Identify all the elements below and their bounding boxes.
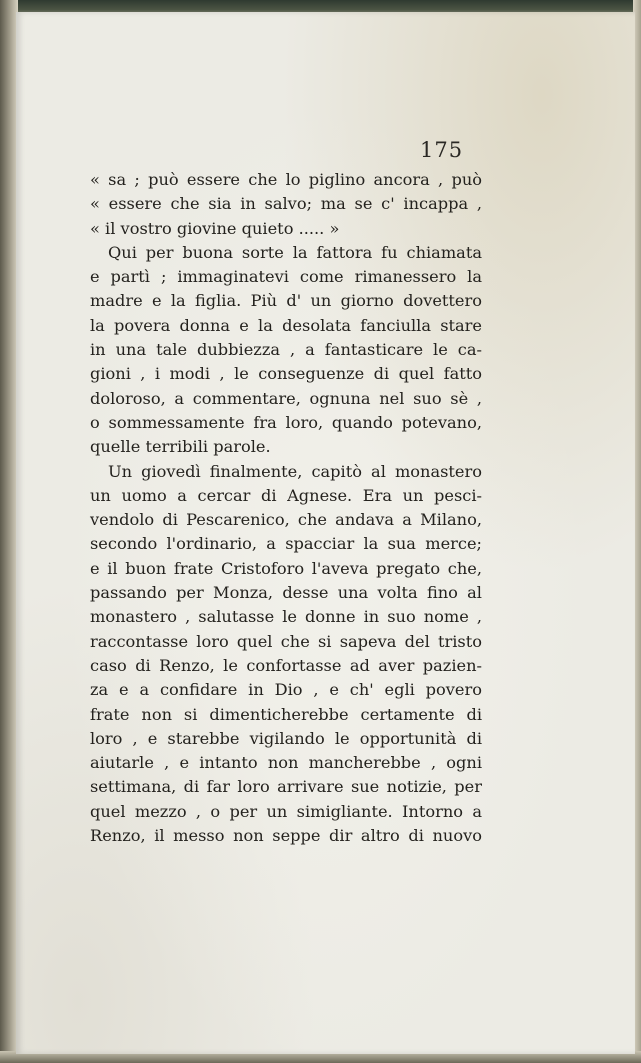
- text-line: vendolo di Pescarenico, che andava a Milano,: [90, 510, 482, 530]
- text-line: o sommessamente fra loro, quando potevano,: [90, 412, 482, 432]
- text-line: Renzo, il messo non seppe dir altro di nuovo: [90, 826, 482, 846]
- text-line: doloroso, a commentare, ognuna nel suo sè ,: [90, 388, 482, 408]
- text-line: settimana, di far loro arrivare sue notizie, per: [90, 777, 482, 797]
- text-line: secondo l'ordinario, a spacciar la sua merce;: [90, 534, 482, 554]
- text-line: monastero , salutasse le donne in suo nome ,: [90, 607, 482, 627]
- text-line: za e a confidare in Dio , e ch' egli povero: [90, 680, 482, 700]
- text-line: « sa ; può essere che lo piglino ancora , può: [90, 170, 482, 189]
- text-line: « il vostro giovine quieto ..... »: [90, 218, 340, 238]
- text-line: raccontasse loro quel che si sapeva del tristo: [90, 631, 482, 651]
- text-line: la povera donna e la desolata fanciulla stare: [90, 315, 482, 335]
- text-line: caso di Renzo, le confortasse ad aver pazien-: [90, 655, 482, 675]
- text-line: gioni , i modi , le conseguenze di quel fatto: [90, 364, 482, 384]
- text-line: in una tale dubbiezza , a fantasticare le ca-: [90, 340, 482, 360]
- paragraph-start-line: Un giovedì finalmente, capitò al monastero: [108, 461, 482, 481]
- text-line: quelle terribili parole.: [90, 437, 271, 457]
- text-line: aiutarle , e intanto non mancherebbe , ogni: [90, 753, 482, 773]
- body-text: [90, 168, 482, 848]
- text-line: loro , e starebbe vigilando le opportunità di: [90, 728, 482, 748]
- text-line: madre e la figlia. Più d' un giorno dovettero: [90, 291, 482, 311]
- text-line: un uomo a cercar di Agnese. Era un pesci-: [90, 485, 482, 505]
- paragraph-start-line: Qui per buona sorte la fattora fu chiamata: [108, 242, 482, 262]
- text-line: e il buon frate Cristoforo l'aveva pregato che,: [90, 558, 482, 578]
- text-line: frate non si dimenticherebbe certamente di: [90, 704, 482, 724]
- text-line: « essere che sia in salvo; ma se c' incappa ,: [90, 194, 482, 214]
- text-line: quel mezzo , o per un simigliante. Intorno a: [90, 801, 482, 821]
- text-line: passando per Monza, desse una volta fino al: [90, 583, 482, 603]
- text-line: e partì ; immaginatevi come rimanessero la: [90, 267, 482, 287]
- page-number: 175: [420, 138, 464, 162]
